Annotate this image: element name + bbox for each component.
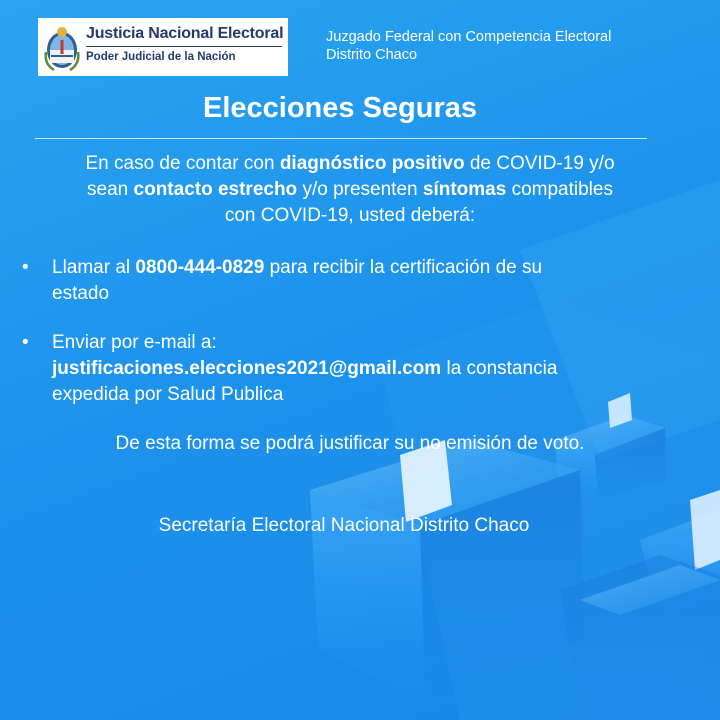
bold-close-contact: contacto estrecho <box>133 179 298 200</box>
bold-symptoms: síntomas <box>422 179 507 200</box>
title-divider <box>35 138 647 139</box>
closing-text: De esta forma se podrá justificar su no emisión de voto. <box>115 433 585 454</box>
bold-positive-diagnosis: diagnóstico positivo <box>279 153 465 174</box>
bullet-icon: • <box>22 257 29 278</box>
brand-subtitle: Poder Judicial de la Nación <box>86 51 236 63</box>
signature: Secretaría Electoral Nacional Distrito Chaco <box>158 515 530 536</box>
court-line-1: Juzgado Federal con Competencia Electoral <box>326 29 612 45</box>
intro-paragraph <box>18 151 682 229</box>
logo-box <box>38 18 288 76</box>
argentina-coat-of-arms-icon <box>42 24 82 72</box>
brand-title: Justicia Nacional Electoral <box>86 25 284 42</box>
brand-divider <box>86 46 282 47</box>
court-line-2: Distrito Chaco <box>326 47 418 63</box>
page-title: Elecciones Seguras <box>202 92 478 124</box>
intro-line-2: sean contacto estrecho y/o presenten síntomas compatibles <box>87 179 613 200</box>
header <box>38 18 698 78</box>
bullet-icon: • <box>22 332 29 353</box>
court-name <box>326 28 611 64</box>
intro-line-1: En caso de contar con diagnóstico positivo de COVID-19 y/o <box>85 153 615 174</box>
phone-number: 0800-444-0829 <box>135 257 265 278</box>
list-item-email-text: Enviar por e-mail a: justificaciones.elecciones2021@gmail.com la constancia expedida por Salud Publica <box>52 332 558 405</box>
intro-line-3: con COVID-19, usted deberá: <box>224 205 476 226</box>
list-item-call-text: Llamar al 0800-444-0829 para recibir la certificación de su estado <box>52 257 543 304</box>
email-address: justificaciones.elecciones2021@gmail.com <box>52 358 442 379</box>
